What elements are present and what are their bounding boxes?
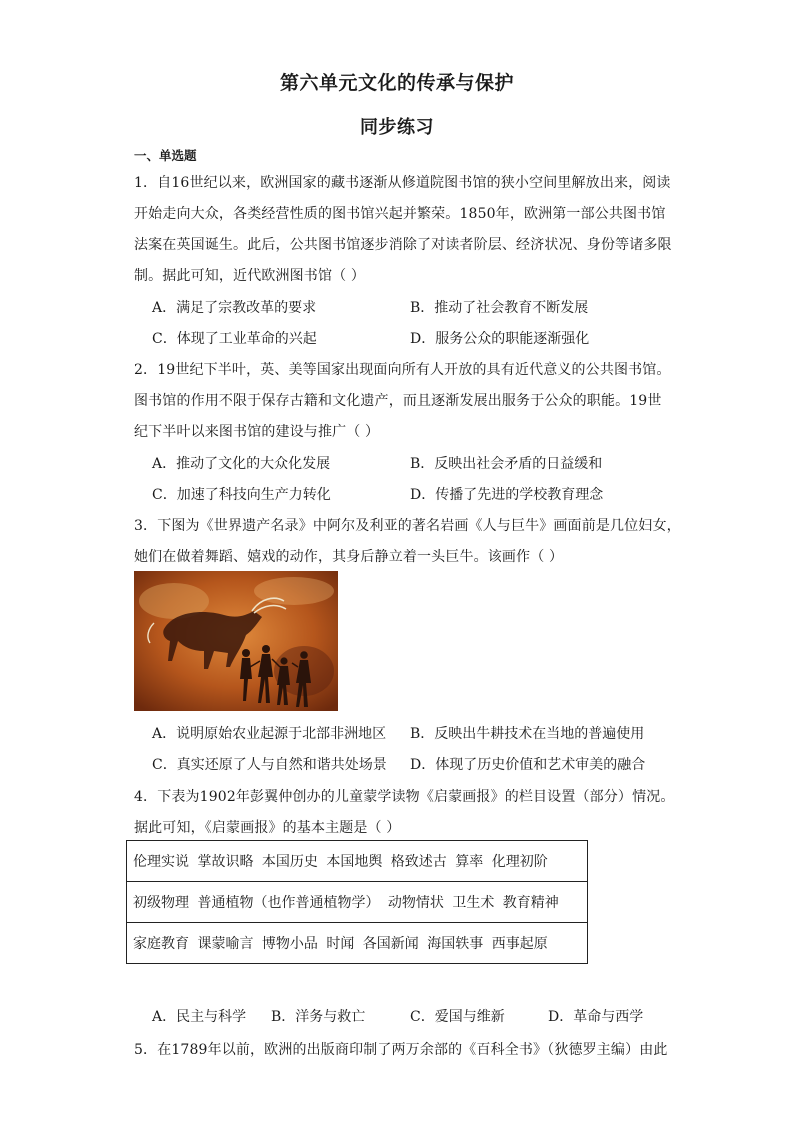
question-2-option-a: A．推动了文化的大众化发展 <box>152 456 331 472</box>
cave-painting-svg <box>134 571 338 711</box>
table-row <box>127 882 588 923</box>
table-cell: 初级物理 普通植物（也作普通植物学） 动物情状 卫生术 教育精神 <box>127 882 588 923</box>
section-heading: 一、单选题 <box>134 148 197 163</box>
question-2-option-c: C．加速了科技向生产力转化 <box>152 487 331 503</box>
question-4-line-2: 据此可知，《启蒙画报》的基本主题是（ ） <box>134 820 401 836</box>
column-settings-table <box>126 840 588 964</box>
question-3-option-c: C．真实还原了人与自然和谐共处场景 <box>152 757 387 773</box>
question-3-option-d: D．体现了历史价值和艺术审美的融合 <box>410 757 646 773</box>
question-1-line-2: 开始走向大众，各类经营性质的图书馆兴起并繁荣。1850年，欧洲第一部公共图书馆 <box>134 206 666 222</box>
question-4-line-1: 4．下表为1902年彭翼仲创办的儿童蒙学读物《启蒙画报》的栏目设置（部分）情况。 <box>134 789 675 805</box>
question-1-option-b: B．推动了社会教育不断发展 <box>410 300 589 316</box>
question-2-line-3: 纪下半叶以来图书馆的建设与推广（ ） <box>134 424 380 440</box>
question-4-option-d: D．革命与西学 <box>548 1009 644 1025</box>
question-5-line-1: 5．在1789年以前，欧洲的出版商印制了两万余部的《百科全书》（狄德罗主编）由此 <box>134 1042 668 1058</box>
question-3-option-b: B．反映出牛耕技术在当地的普遍使用 <box>410 726 645 742</box>
question-1-option-d: D．服务公众的职能逐渐强化 <box>410 331 590 347</box>
question-1-option-c: C．体现了工业革命的兴起 <box>152 331 317 347</box>
question-1-option-a: A．满足了宗教改革的要求 <box>152 300 317 316</box>
question-4-option-b: B．洋务与救亡 <box>271 1009 366 1025</box>
question-1-line-1: 1．自16世纪以来，欧洲国家的藏书逐渐从修道院图书馆的狭小空间里解放出来，阅读 <box>134 175 671 191</box>
question-1-line-3: 法案在英国诞生。此后，公共图书馆逐步消除了对读者阶层、经济状况、身份等诸多限 <box>134 237 672 253</box>
table-row <box>127 923 588 964</box>
question-2-option-b: B．反映出社会矛盾的日益缓和 <box>410 456 603 472</box>
table-cell: 伦理实说 掌故识略 本国历史 本国地舆 格致述古 算率 化理初阶 <box>127 841 588 882</box>
document-subtitle: 同步练习 <box>360 117 434 138</box>
question-2-line-1: 2．19世纪下半叶，英、美等国家出现面向所有人开放的具有近代意义的公共图书馆。 <box>134 362 671 378</box>
document-title: 第六单元文化的传承与保护 <box>279 72 514 94</box>
question-3-option-a: A．说明原始农业起源于北部非洲地区 <box>152 726 387 742</box>
question-1-line-4: 制。据此可知，近代欧洲图书馆（ ） <box>134 268 365 284</box>
table-row <box>127 841 588 882</box>
question-2-line-2: 图书馆的作用不限于保存古籍和文化遗产，而且逐渐发展出服务于公众的职能。19世 <box>134 393 662 409</box>
question-2-option-d: D．传播了先进的学校教育理念 <box>410 487 604 503</box>
table-cell: 家庭教育 课蒙喻言 博物小品 时闻 各国新闻 海国轶事 西事起原 <box>127 923 588 964</box>
cave-painting-image <box>134 571 338 711</box>
question-4-option-c: C．爱国与维新 <box>410 1009 505 1025</box>
question-3-line-1: 3．下图为《世界遗产名录》中阿尔及利亚的著名岩画《人与巨牛》画面前是几位妇女， <box>134 518 681 534</box>
question-3-line-2: 她们在做着舞蹈、嬉戏的动作，其身后静立着一头巨牛。该画作（ ） <box>134 549 564 565</box>
question-4-option-a: A．民主与科学 <box>152 1009 247 1025</box>
